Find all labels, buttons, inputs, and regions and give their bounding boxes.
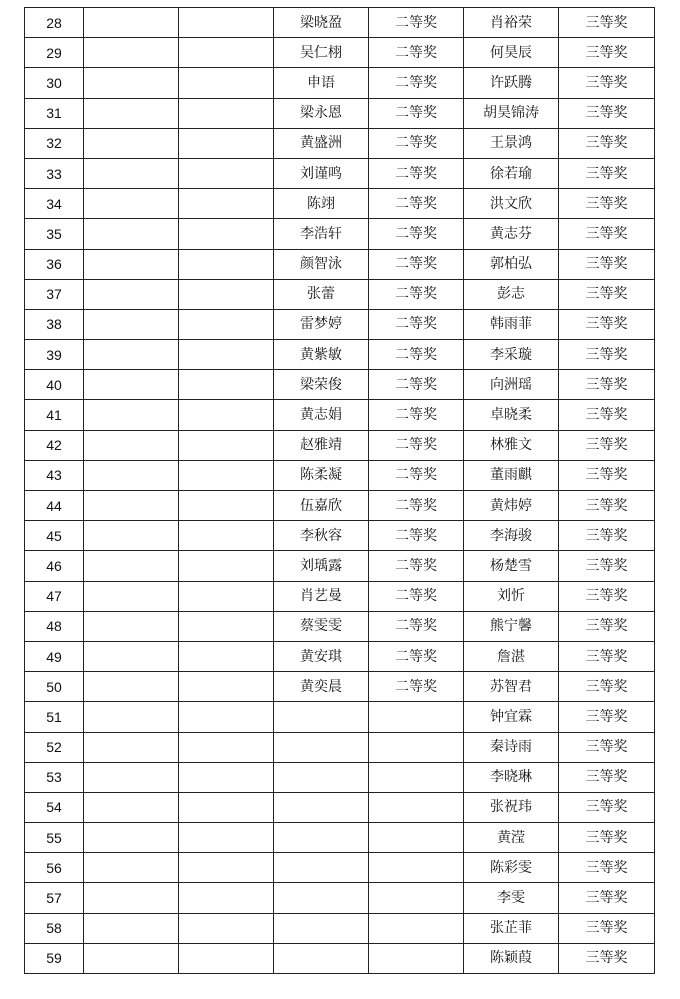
- second-prize-name-cell: [274, 853, 369, 883]
- row-number-cell: 57: [25, 883, 84, 913]
- empty-cell: [179, 762, 274, 792]
- table-row: [25, 702, 655, 732]
- third-prize-award-cell: 三等奖: [559, 702, 655, 732]
- table-row: [25, 611, 655, 641]
- empty-cell: [84, 400, 179, 430]
- third-prize-award-cell: 三等奖: [559, 68, 655, 98]
- row-number-cell: 46: [25, 551, 84, 581]
- second-prize-award-cell: 二等奖: [369, 98, 464, 128]
- third-prize-name-cell: 徐若瑜: [464, 158, 559, 188]
- second-prize-award-cell: 二等奖: [369, 340, 464, 370]
- empty-cell: [84, 68, 179, 98]
- empty-cell: [179, 551, 274, 581]
- third-prize-name-cell: 肖裕荣: [464, 8, 559, 38]
- row-number-cell: 59: [25, 943, 84, 973]
- row-number-cell: 33: [25, 158, 84, 188]
- third-prize-name-cell: 苏智君: [464, 672, 559, 702]
- third-prize-award-cell: 三等奖: [559, 491, 655, 521]
- third-prize-award-cell: 三等奖: [559, 883, 655, 913]
- empty-cell: [179, 823, 274, 853]
- third-prize-award-cell: 三等奖: [559, 189, 655, 219]
- table-row: [25, 823, 655, 853]
- second-prize-award-cell: [369, 853, 464, 883]
- third-prize-award-cell: 三等奖: [559, 943, 655, 973]
- empty-cell: [84, 943, 179, 973]
- row-number-cell: 45: [25, 521, 84, 551]
- empty-cell: [84, 853, 179, 883]
- table-row: [25, 219, 655, 249]
- third-prize-name-cell: 李雯: [464, 883, 559, 913]
- third-prize-award-cell: 三等奖: [559, 460, 655, 490]
- third-prize-name-cell: 何昊辰: [464, 38, 559, 68]
- third-prize-name-cell: 陈彩雯: [464, 853, 559, 883]
- third-prize-award-cell: 三等奖: [559, 370, 655, 400]
- empty-cell: [84, 370, 179, 400]
- third-prize-name-cell: 韩雨菲: [464, 309, 559, 339]
- row-number-cell: 53: [25, 762, 84, 792]
- third-prize-award-cell: 三等奖: [559, 249, 655, 279]
- empty-cell: [84, 732, 179, 762]
- empty-cell: [179, 400, 274, 430]
- second-prize-name-cell: 梁晓盈: [274, 8, 369, 38]
- second-prize-award-cell: 二等奖: [369, 309, 464, 339]
- second-prize-name-cell: 伍嘉欣: [274, 491, 369, 521]
- empty-cell: [179, 732, 274, 762]
- third-prize-award-cell: 三等奖: [559, 853, 655, 883]
- third-prize-name-cell: 杨楚雪: [464, 551, 559, 581]
- third-prize-award-cell: 三等奖: [559, 430, 655, 460]
- empty-cell: [179, 913, 274, 943]
- table-row: [25, 792, 655, 822]
- empty-cell: [179, 521, 274, 551]
- second-prize-name-cell: [274, 913, 369, 943]
- empty-cell: [179, 219, 274, 249]
- third-prize-award-cell: 三等奖: [559, 400, 655, 430]
- table-row: [25, 672, 655, 702]
- third-prize-name-cell: 张芷菲: [464, 913, 559, 943]
- third-prize-name-cell: 王景鸿: [464, 128, 559, 158]
- row-number-cell: 32: [25, 128, 84, 158]
- empty-cell: [84, 611, 179, 641]
- second-prize-award-cell: 二等奖: [369, 641, 464, 671]
- second-prize-name-cell: 赵雅靖: [274, 430, 369, 460]
- empty-cell: [84, 792, 179, 822]
- table-row: [25, 158, 655, 188]
- second-prize-award-cell: [369, 792, 464, 822]
- third-prize-name-cell: 李海骏: [464, 521, 559, 551]
- empty-cell: [179, 38, 274, 68]
- empty-cell: [179, 883, 274, 913]
- second-prize-name-cell: 黄安琪: [274, 641, 369, 671]
- third-prize-name-cell: 林雅文: [464, 430, 559, 460]
- second-prize-award-cell: 二等奖: [369, 158, 464, 188]
- second-prize-award-cell: 二等奖: [369, 491, 464, 521]
- row-number-cell: 51: [25, 702, 84, 732]
- empty-cell: [179, 491, 274, 521]
- empty-cell: [84, 340, 179, 370]
- third-prize-award-cell: 三等奖: [559, 823, 655, 853]
- row-number-cell: 31: [25, 98, 84, 128]
- empty-cell: [84, 219, 179, 249]
- third-prize-name-cell: 秦诗雨: [464, 732, 559, 762]
- table-row: [25, 98, 655, 128]
- empty-cell: [84, 823, 179, 853]
- empty-cell: [84, 762, 179, 792]
- empty-cell: [84, 521, 179, 551]
- row-number-cell: 40: [25, 370, 84, 400]
- empty-cell: [179, 641, 274, 671]
- third-prize-award-cell: 三等奖: [559, 551, 655, 581]
- second-prize-award-cell: 二等奖: [369, 128, 464, 158]
- empty-cell: [84, 8, 179, 38]
- empty-cell: [84, 702, 179, 732]
- row-number-cell: 54: [25, 792, 84, 822]
- award-table-body: [25, 8, 655, 974]
- third-prize-name-cell: 董雨麒: [464, 460, 559, 490]
- third-prize-name-cell: 钟宜霖: [464, 702, 559, 732]
- second-prize-award-cell: [369, 732, 464, 762]
- empty-cell: [84, 491, 179, 521]
- table-row: [25, 732, 655, 762]
- second-prize-award-cell: 二等奖: [369, 219, 464, 249]
- empty-cell: [179, 702, 274, 732]
- row-number-cell: 52: [25, 732, 84, 762]
- third-prize-award-cell: 三等奖: [559, 913, 655, 943]
- empty-cell: [179, 611, 274, 641]
- empty-cell: [179, 943, 274, 973]
- third-prize-award-cell: 三等奖: [559, 219, 655, 249]
- empty-cell: [84, 38, 179, 68]
- third-prize-name-cell: 黄志芬: [464, 219, 559, 249]
- row-number-cell: 49: [25, 641, 84, 671]
- second-prize-name-cell: 李浩轩: [274, 219, 369, 249]
- second-prize-award-cell: 二等奖: [369, 581, 464, 611]
- second-prize-name-cell: 梁荣俊: [274, 370, 369, 400]
- third-prize-award-cell: 三等奖: [559, 611, 655, 641]
- second-prize-award-cell: 二等奖: [369, 249, 464, 279]
- table-row: [25, 309, 655, 339]
- third-prize-award-cell: 三等奖: [559, 340, 655, 370]
- third-prize-award-cell: 三等奖: [559, 279, 655, 309]
- second-prize-name-cell: 陈柔凝: [274, 460, 369, 490]
- third-prize-name-cell: 胡昊锦涛: [464, 98, 559, 128]
- third-prize-name-cell: 张祝玮: [464, 792, 559, 822]
- row-number-cell: 47: [25, 581, 84, 611]
- table-row: [25, 340, 655, 370]
- second-prize-award-cell: 二等奖: [369, 279, 464, 309]
- second-prize-name-cell: 梁永恩: [274, 98, 369, 128]
- empty-cell: [179, 460, 274, 490]
- table-row: [25, 128, 655, 158]
- empty-cell: [84, 128, 179, 158]
- empty-cell: [179, 279, 274, 309]
- table-row: [25, 189, 655, 219]
- second-prize-award-cell: [369, 883, 464, 913]
- row-number-cell: 29: [25, 38, 84, 68]
- row-number-cell: 38: [25, 309, 84, 339]
- third-prize-name-cell: 陈颖葭: [464, 943, 559, 973]
- table-row: [25, 551, 655, 581]
- second-prize-award-cell: [369, 702, 464, 732]
- second-prize-award-cell: 二等奖: [369, 189, 464, 219]
- third-prize-name-cell: 熊宁馨: [464, 611, 559, 641]
- second-prize-name-cell: 李秋容: [274, 521, 369, 551]
- second-prize-name-cell: 张蕾: [274, 279, 369, 309]
- empty-cell: [179, 672, 274, 702]
- empty-cell: [84, 189, 179, 219]
- empty-cell: [84, 249, 179, 279]
- empty-cell: [179, 430, 274, 460]
- table-row: [25, 853, 655, 883]
- row-number-cell: 58: [25, 913, 84, 943]
- empty-cell: [179, 853, 274, 883]
- second-prize-name-cell: [274, 792, 369, 822]
- second-prize-name-cell: 黄奕晨: [274, 672, 369, 702]
- second-prize-award-cell: 二等奖: [369, 521, 464, 551]
- empty-cell: [179, 309, 274, 339]
- second-prize-name-cell: 颜智泳: [274, 249, 369, 279]
- third-prize-name-cell: 黄炜婷: [464, 491, 559, 521]
- empty-cell: [84, 430, 179, 460]
- row-number-cell: 34: [25, 189, 84, 219]
- table-row: [25, 762, 655, 792]
- empty-cell: [179, 98, 274, 128]
- third-prize-name-cell: 李晓琳: [464, 762, 559, 792]
- empty-cell: [179, 370, 274, 400]
- table-row: [25, 8, 655, 38]
- second-prize-award-cell: 二等奖: [369, 68, 464, 98]
- empty-cell: [84, 309, 179, 339]
- third-prize-name-cell: 李采璇: [464, 340, 559, 370]
- third-prize-name-cell: 詹湛: [464, 641, 559, 671]
- empty-cell: [179, 68, 274, 98]
- second-prize-award-cell: 二等奖: [369, 38, 464, 68]
- second-prize-award-cell: 二等奖: [369, 8, 464, 38]
- second-prize-name-cell: 申语: [274, 68, 369, 98]
- table-row: [25, 943, 655, 973]
- second-prize-award-cell: 二等奖: [369, 430, 464, 460]
- row-number-cell: 36: [25, 249, 84, 279]
- empty-cell: [84, 641, 179, 671]
- empty-cell: [179, 189, 274, 219]
- third-prize-award-cell: 三等奖: [559, 672, 655, 702]
- second-prize-name-cell: [274, 732, 369, 762]
- third-prize-name-cell: 彭志: [464, 279, 559, 309]
- second-prize-award-cell: [369, 943, 464, 973]
- second-prize-name-cell: [274, 883, 369, 913]
- second-prize-name-cell: [274, 762, 369, 792]
- second-prize-name-cell: 吴仁栩: [274, 38, 369, 68]
- third-prize-award-cell: 三等奖: [559, 792, 655, 822]
- row-number-cell: 42: [25, 430, 84, 460]
- table-row: [25, 460, 655, 490]
- table-row: [25, 883, 655, 913]
- empty-cell: [179, 128, 274, 158]
- third-prize-award-cell: 三等奖: [559, 158, 655, 188]
- second-prize-name-cell: [274, 943, 369, 973]
- third-prize-award-cell: 三等奖: [559, 641, 655, 671]
- empty-cell: [84, 98, 179, 128]
- third-prize-award-cell: 三等奖: [559, 98, 655, 128]
- second-prize-name-cell: 黄紫敏: [274, 340, 369, 370]
- third-prize-name-cell: 洪文欣: [464, 189, 559, 219]
- third-prize-award-cell: 三等奖: [559, 762, 655, 792]
- row-number-cell: 43: [25, 460, 84, 490]
- table-row: [25, 400, 655, 430]
- third-prize-name-cell: 郭柏弘: [464, 249, 559, 279]
- row-number-cell: 41: [25, 400, 84, 430]
- second-prize-name-cell: 刘瑀露: [274, 551, 369, 581]
- third-prize-award-cell: 三等奖: [559, 128, 655, 158]
- table-row: [25, 641, 655, 671]
- empty-cell: [179, 158, 274, 188]
- table-row: [25, 38, 655, 68]
- second-prize-award-cell: 二等奖: [369, 551, 464, 581]
- third-prize-award-cell: 三等奖: [559, 8, 655, 38]
- second-prize-name-cell: 陈翊: [274, 189, 369, 219]
- empty-cell: [179, 340, 274, 370]
- empty-cell: [84, 279, 179, 309]
- empty-cell: [179, 249, 274, 279]
- row-number-cell: 30: [25, 68, 84, 98]
- second-prize-award-cell: [369, 823, 464, 853]
- second-prize-award-cell: 二等奖: [369, 460, 464, 490]
- second-prize-name-cell: 黄志娟: [274, 400, 369, 430]
- empty-cell: [84, 672, 179, 702]
- empty-cell: [179, 8, 274, 38]
- third-prize-award-cell: 三等奖: [559, 38, 655, 68]
- third-prize-award-cell: 三等奖: [559, 732, 655, 762]
- table-row: [25, 279, 655, 309]
- third-prize-name-cell: 许跃腾: [464, 68, 559, 98]
- second-prize-award-cell: 二等奖: [369, 400, 464, 430]
- table-row: [25, 521, 655, 551]
- row-number-cell: 50: [25, 672, 84, 702]
- second-prize-name-cell: 刘谨鸣: [274, 158, 369, 188]
- empty-cell: [84, 883, 179, 913]
- empty-cell: [179, 792, 274, 822]
- table-row: [25, 491, 655, 521]
- row-number-cell: 39: [25, 340, 84, 370]
- second-prize-award-cell: 二等奖: [369, 611, 464, 641]
- third-prize-award-cell: 三等奖: [559, 521, 655, 551]
- third-prize-name-cell: 刘忻: [464, 581, 559, 611]
- second-prize-name-cell: [274, 702, 369, 732]
- empty-cell: [84, 158, 179, 188]
- second-prize-award-cell: 二等奖: [369, 370, 464, 400]
- second-prize-name-cell: 蔡雯雯: [274, 611, 369, 641]
- table-row: [25, 430, 655, 460]
- second-prize-name-cell: [274, 823, 369, 853]
- table-row: [25, 249, 655, 279]
- row-number-cell: 56: [25, 853, 84, 883]
- table-row: [25, 370, 655, 400]
- row-number-cell: 55: [25, 823, 84, 853]
- second-prize-name-cell: 肖艺曼: [274, 581, 369, 611]
- row-number-cell: 28: [25, 8, 84, 38]
- third-prize-name-cell: 黄滢: [464, 823, 559, 853]
- third-prize-award-cell: 三等奖: [559, 581, 655, 611]
- table-row: [25, 581, 655, 611]
- table-row: [25, 913, 655, 943]
- empty-cell: [84, 913, 179, 943]
- empty-cell: [84, 581, 179, 611]
- empty-cell: [84, 460, 179, 490]
- table-row: [25, 68, 655, 98]
- award-table: [24, 7, 655, 974]
- second-prize-award-cell: [369, 762, 464, 792]
- empty-cell: [84, 551, 179, 581]
- second-prize-name-cell: 雷梦婷: [274, 309, 369, 339]
- third-prize-name-cell: 卓晓柔: [464, 400, 559, 430]
- third-prize-award-cell: 三等奖: [559, 309, 655, 339]
- row-number-cell: 37: [25, 279, 84, 309]
- row-number-cell: 48: [25, 611, 84, 641]
- third-prize-name-cell: 向洲瑶: [464, 370, 559, 400]
- row-number-cell: 35: [25, 219, 84, 249]
- second-prize-name-cell: 黄盛洲: [274, 128, 369, 158]
- empty-cell: [179, 581, 274, 611]
- row-number-cell: 44: [25, 491, 84, 521]
- second-prize-award-cell: [369, 913, 464, 943]
- second-prize-award-cell: 二等奖: [369, 672, 464, 702]
